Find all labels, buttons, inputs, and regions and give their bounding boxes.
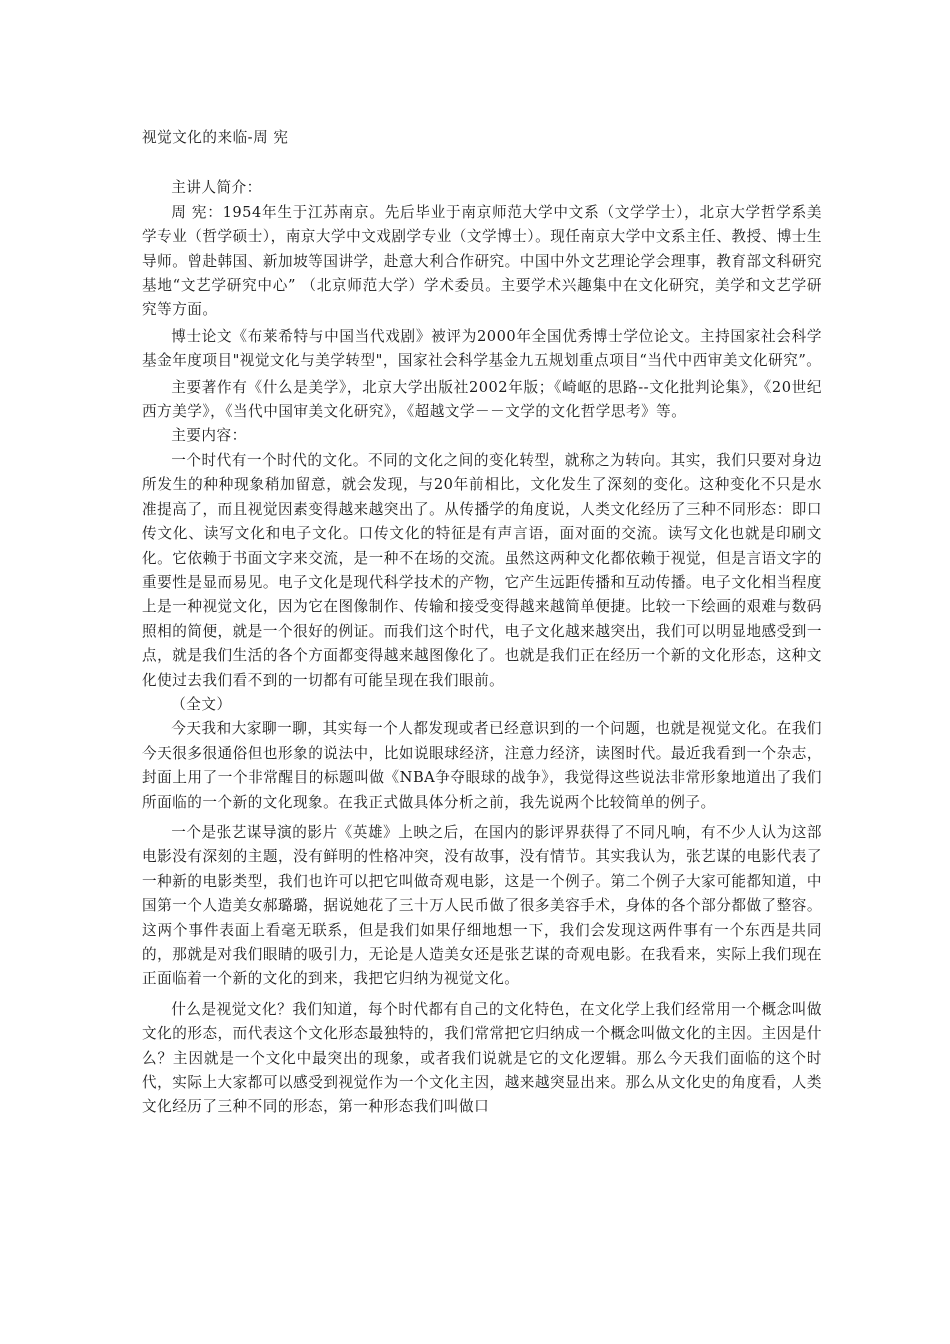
paragraph-works: 主要著作有《什么是美学》，北京大学出版社2002年版；《崎岖的思路--文化批判论集》，《20世纪西方美学》，《当代中国审美文化研究》，《超越文学－－文学的文化哲学思考》等。: [142, 378, 822, 421]
paragraph-speaker-intro-heading: 主讲人简介：: [171, 179, 262, 197]
paragraph-thesis: 博士论文《布莱希特与中国当代戏剧》被评为2000年全国优秀博士学位论文。主持国家社会科学基金年度项目"视觉文化与美学转型"，国家社会科学基金九五规划重点项目“当代中西审美文化研究”。: [142, 327, 822, 370]
paragraph-fulltext-heading: （全文）: [171, 695, 232, 713]
document-page: [142, 126, 822, 1120]
paragraph-body-1: 今天我和大家聊一聊，其实每一个人都发现或者已经意识到的一个问题，也就是视觉文化。在我们今天很多很通俗但也形象的说法中，比如说眼球经济，注意力经济，读图时代。最近我看到一个杂志，封面上用了一个非常醒目的标题叫做《NBA争夺眼球的战争》，我觉得这些说法非常形象地道出了我们所面临的一个新的文化现象。在我正式做具体分析之前，我先说两个比较简单的例子。: [142, 720, 822, 811]
paragraph-body-3: 什么是视觉文化？我们知道，每个时代都有自己的文化特色，在文化学上我们经常用一个概念叫做文化的形态，而代表这个文化形态最独特的，我们常常把它归纳成一个概念叫做文化的主因。主因是什么？主因就是一个文化中最突出的现象，或者我们说就是它的文化逻辑。那么今天我们面临的这个时代，实际上大家都可以感受到视觉作为一个文化主因，越来越突显出来。那么从文化史的角度看，人类文化经历了三种不同的形态，第一种形态我们叫做口: [142, 1000, 822, 1116]
paragraph-summary: 一个时代有一个时代的文化。不同的文化之间的变化转型，就称之为转向。其实，我们只要对身边所发生的种种现象稍加留意，就会发现，与20年前相比，文化发生了深刻的变化。这种变化不只是水准提高了，而且视觉因素变得越来越突出了。从传播学的角度说，人类文化经历了三种不同形态：即口传文化、读写文化和电子文化。口传文化的特征是有声言语，面对面的交流。读写文化也就是印刷文化。它依赖于书面文字来交流，是一种不在场的交流。虽然这两种文化都依赖于视觉，但是言语文字的重要性是显而易见。电子文化是现代科学技术的产物，它产生远距传播和互动传播。电子文化相当程度上是一种视觉文化，因为它在图像制作、传输和接受变得越来越简单便捷。比较一下绘画的艰难与数码照相的简便，就是一个很好的例证。而我们这个时代，电子文化越来越突出，我们可以明显地感受到一点，就是我们生活的各个方面都变得越来越图像化了。也就是我们正在经历一个新的文化形态，这种文化使过去我们看不到的一切都有可能呈现在我们眼前。: [142, 451, 822, 689]
paragraph-speaker-bio: 周 宪：1954年生于江苏南京。先后毕业于南京师范大学中文系（文学学士），北京大学哲学系美学专业（哲学硕士），南京大学中文戏剧学专业（文学博士）。现任南京大学中文系主任、教授、博士生导师。曾赴韩国、新加坡等国讲学，赴意大利合作研究。中国中外文艺理论学会理事，教育部文科研究基地“文艺学研究中心” （北京师范大学）学术委员。主要学术兴趣集中在文化研究，美学和文艺学研究等方面。: [142, 203, 822, 319]
document-title: 视觉文化的来临-周 宪: [142, 129, 289, 146]
paragraph-body-2: 一个是张艺谋导演的影片《英雄》上映之后，在国内的影评界获得了不同凡响，有不少人认为这部电影没有深刻的主题，没有鲜明的性格冲突，没有故事，没有情节。其实我认为，张艺谋的电影代表了一种新的电影类型，我们也许可以把它叫做奇观电影，这是一个例子。第二个例子大家可能都知道，中国第一个人造美女郝璐璐，据说她花了三十万人民币做了很多美容手术，身体的各个部分都做了整容。这两个事件表面上看毫无联系，但是我们如果仔细地想一下，我们会发现这两件事有一个东西是共同的，那就是对我们眼睛的吸引力，无论是人造美女还是张艺谋的奇观电影。在我看来，实际上我们现在正面临着一个新的文化的到来，我把它归纳为视觉文化。: [142, 823, 822, 988]
paragraph-content-heading: 主要内容：: [171, 427, 247, 445]
